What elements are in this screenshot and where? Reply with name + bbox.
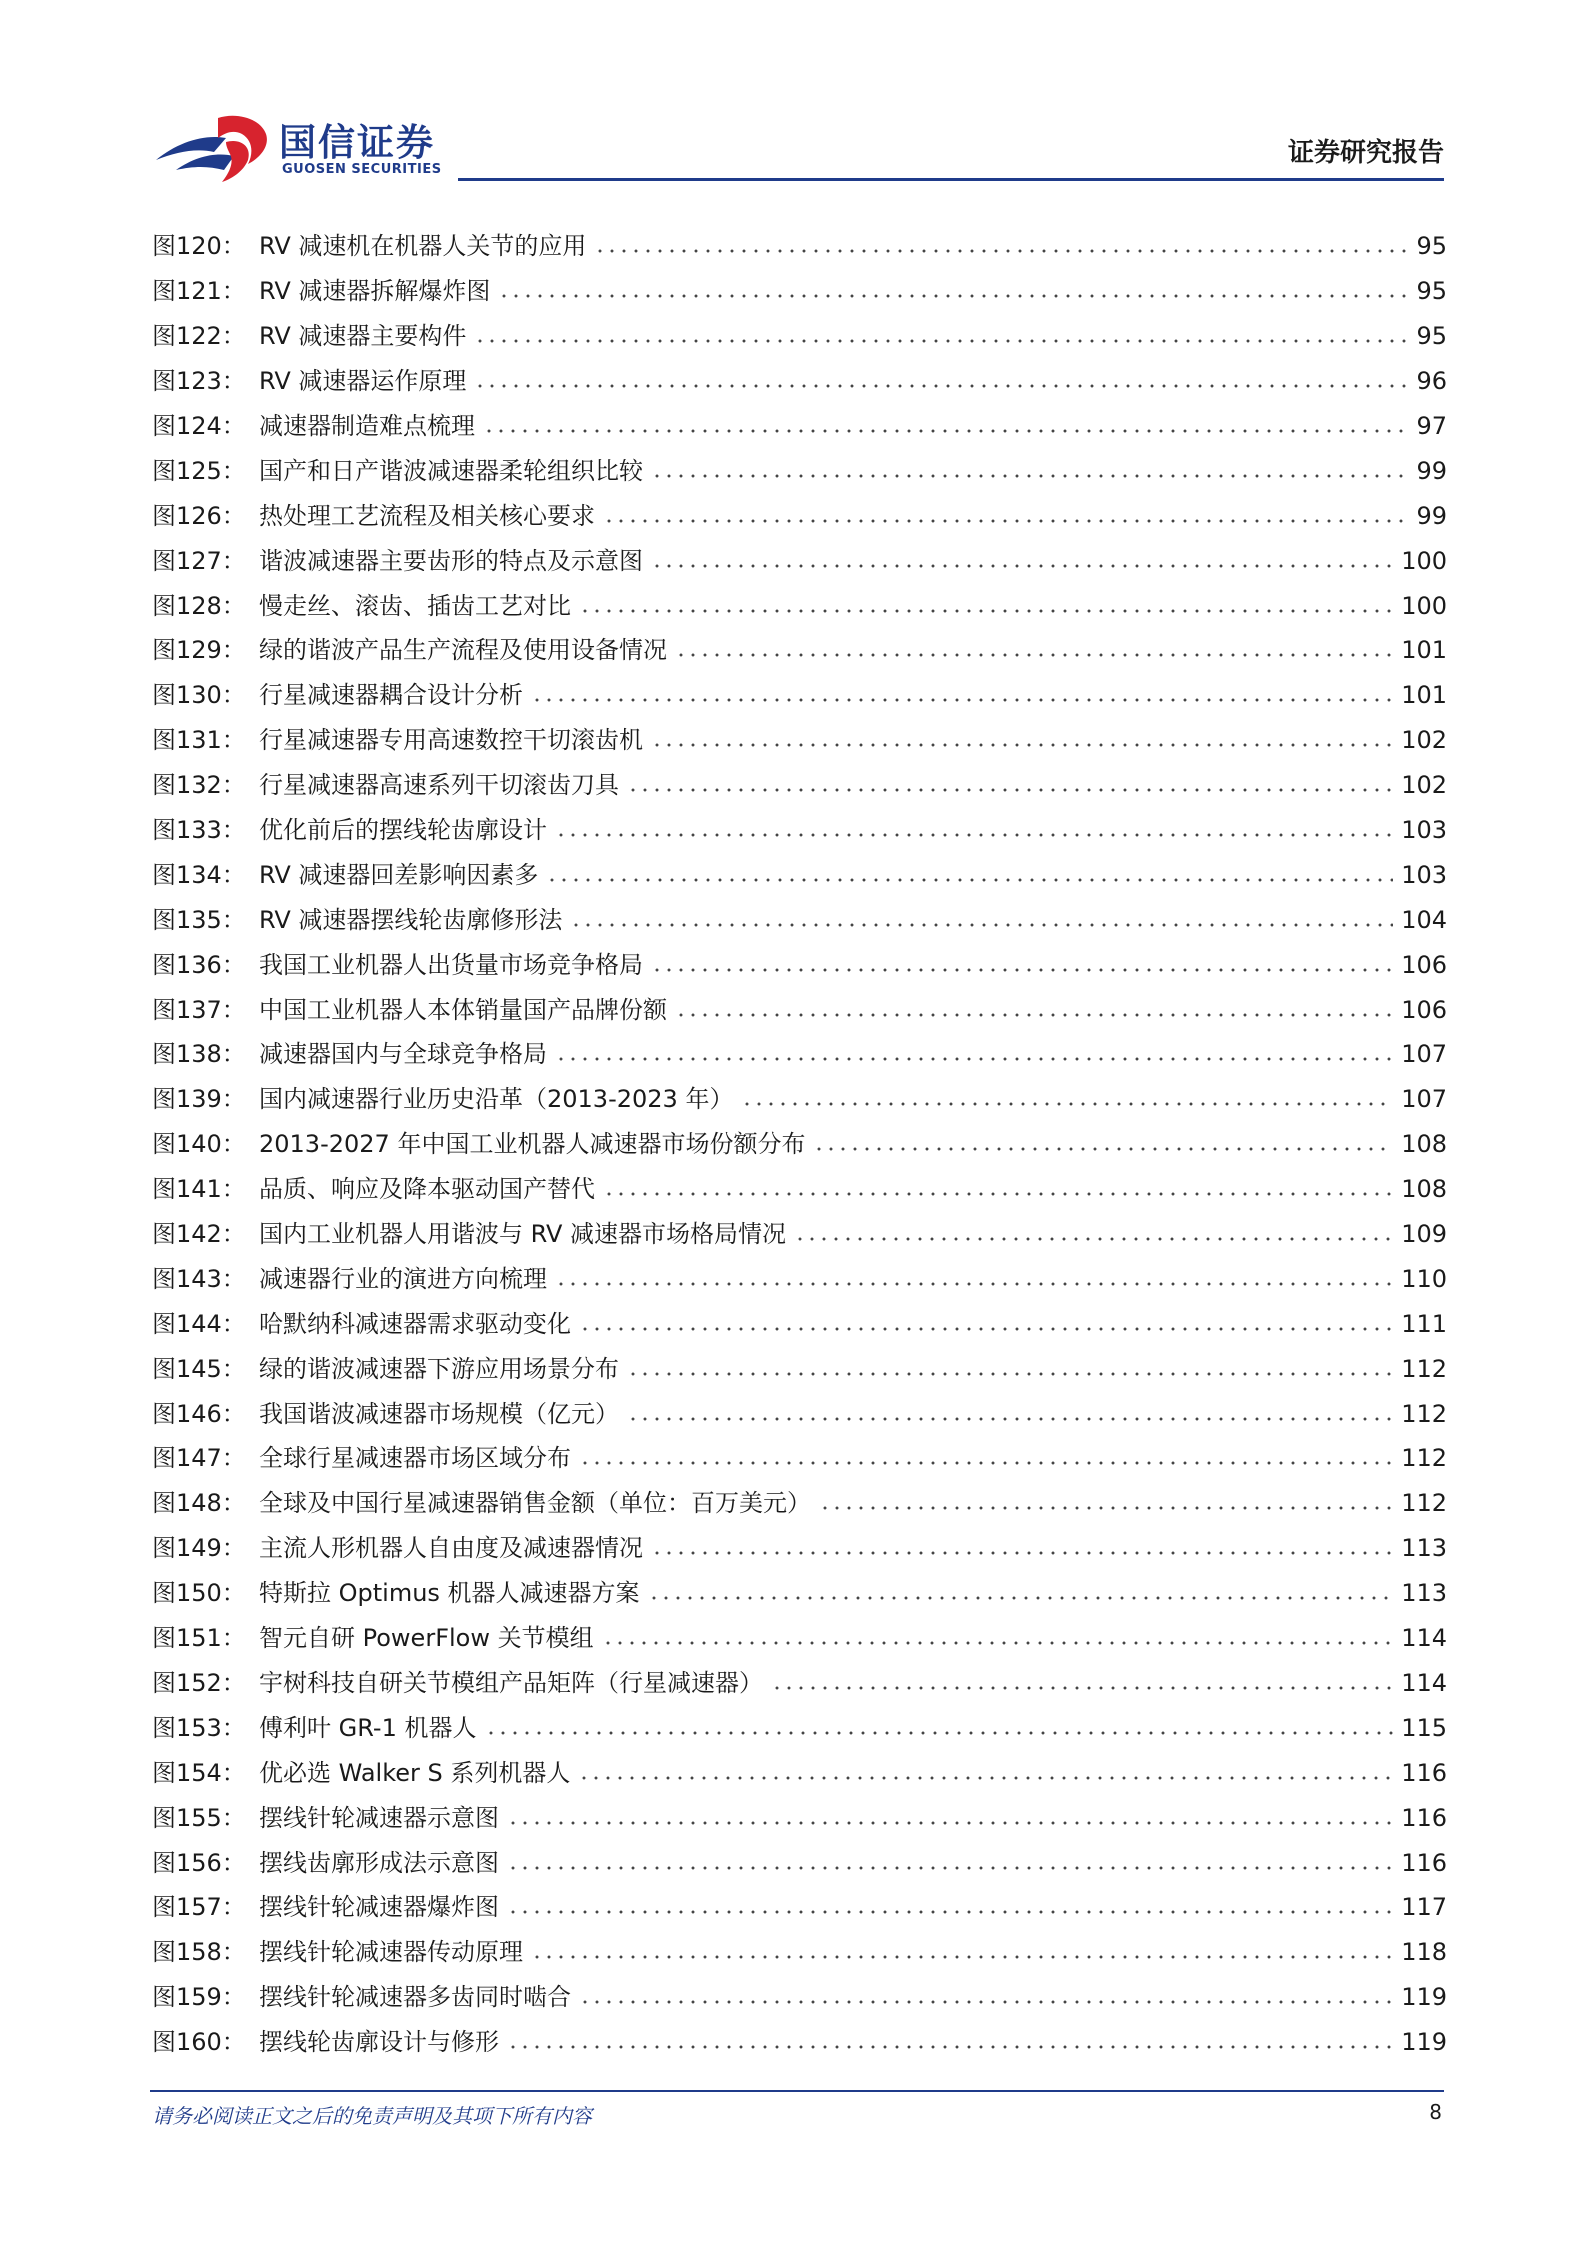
toc-entry[interactable] xyxy=(152,1571,1447,1616)
toc-entry[interactable] xyxy=(152,942,1447,987)
toc-entry-title: 宇树科技自研关节模组产品矩阵（行星减速器） xyxy=(259,1668,763,1697)
toc-entry[interactable] xyxy=(152,1122,1447,1167)
toc-entry-leader-dots xyxy=(498,293,1408,299)
toc-entry-label: 图120： xyxy=(152,232,246,261)
toc-entry-page: 108 xyxy=(1401,1130,1447,1159)
toc-entry-leader-dots xyxy=(555,832,1393,838)
logo-chinese-name: 国信证券 xyxy=(279,121,435,164)
toc-entry-page: 116 xyxy=(1401,1803,1447,1832)
toc-entry[interactable] xyxy=(152,1840,1447,1885)
toc-entry-page: 102 xyxy=(1401,726,1447,755)
toc-entry-leader-dots xyxy=(578,1775,1393,1781)
toc-entry-page: 114 xyxy=(1401,1668,1447,1697)
toc-entry[interactable] xyxy=(152,448,1447,493)
toc-entry-leader-dots xyxy=(648,1595,1394,1601)
toc-entry[interactable] xyxy=(152,628,1447,673)
toc-entry-page: 112 xyxy=(1401,1399,1447,1428)
toc-entry-label: 图138： xyxy=(152,1040,246,1069)
toc-entry-label: 图126： xyxy=(152,501,246,530)
toc-entry-title: 绿的谐波减速器下游应用场景分布 xyxy=(259,1354,619,1383)
toc-entry[interactable] xyxy=(152,852,1447,897)
toc-entry-leader-dots xyxy=(627,787,1393,793)
toc-entry-page: 97 xyxy=(1416,412,1447,440)
toc-entry-label: 图129： xyxy=(152,636,246,665)
toc-entry[interactable] xyxy=(152,1256,1447,1301)
toc-entry-title: 哈默纳科减速器需求驱动变化 xyxy=(259,1309,571,1338)
toc-entry-leader-dots xyxy=(579,1326,1393,1332)
toc-entry-leader-dots xyxy=(651,1550,1393,1556)
toc-entry-title: RV 减速器主要构件 xyxy=(259,322,467,351)
toc-entry-title: 国内工业机器人用谐波与 RV 减速器市场格局情况 xyxy=(259,1220,787,1249)
toc-entry-label: 图144： xyxy=(152,1309,246,1338)
toc-entry-title: 我国工业机器人出货量市场竞争格局 xyxy=(259,950,643,979)
toc-entry[interactable] xyxy=(152,718,1447,763)
toc-entry[interactable] xyxy=(152,269,1447,314)
toc-entry-leader-dots xyxy=(627,1416,1393,1422)
toc-entry-title: 摆线针轮减速器多齿同时啮合 xyxy=(259,1983,571,2012)
toc-entry-title: 减速器国内与全球竞争格局 xyxy=(259,1040,547,1069)
toc-entry-label: 图135： xyxy=(152,905,246,934)
toc-entry-page: 113 xyxy=(1401,1579,1447,1608)
toc-entry-title: RV 减速器拆解爆炸图 xyxy=(259,277,491,306)
toc-entry[interactable] xyxy=(152,897,1447,942)
toc-entry-title: 减速器行业的演进方向梳理 xyxy=(259,1264,547,1293)
toc-entry-leader-dots xyxy=(651,563,1393,569)
toc-entry-label: 图155： xyxy=(152,1803,246,1832)
toc-entry-page: 99 xyxy=(1416,456,1447,485)
toc-entry-label: 图156： xyxy=(152,1848,246,1877)
toc-entry-title: 国产和日产谐波减速器柔轮组织比较 xyxy=(259,456,643,485)
toc-entry-title: 行星减速器专用高速数控干切滚齿机 xyxy=(259,726,643,755)
toc-entry[interactable] xyxy=(152,1526,1447,1571)
toc-entry-leader-dots xyxy=(507,1909,1393,1915)
toc-entry-leader-dots xyxy=(555,1056,1393,1062)
toc-entry-leader-dots xyxy=(602,1640,1394,1646)
toc-entry-label: 图159： xyxy=(152,1983,246,2012)
toc-entry-leader-dots xyxy=(819,1505,1393,1511)
toc-entry[interactable] xyxy=(152,359,1447,404)
toc-entry[interactable] xyxy=(152,987,1447,1032)
toc-entry-page: 96 xyxy=(1416,367,1447,396)
toc-entry-page: 103 xyxy=(1401,860,1447,889)
toc-entry-leader-dots xyxy=(485,1730,1394,1736)
toc-entry-page: 114 xyxy=(1401,1624,1447,1653)
toc-entry-leader-dots xyxy=(651,967,1393,973)
toc-entry[interactable] xyxy=(152,1750,1447,1795)
toc-entry-title: RV 减速器运作原理 xyxy=(259,367,467,396)
toc-entry-label: 图123： xyxy=(152,367,246,396)
toc-entry[interactable] xyxy=(152,1032,1447,1077)
toc-entry-page: 95 xyxy=(1416,322,1447,351)
toc-entry-label: 图151： xyxy=(152,1624,246,1653)
toc-entry-leader-dots xyxy=(675,652,1393,658)
toc-entry-label: 图141： xyxy=(152,1175,246,1204)
toc-entry[interactable] xyxy=(152,1301,1447,1346)
toc-entry-label: 图127： xyxy=(152,546,246,575)
toc-entry-leader-dots xyxy=(651,473,1408,479)
toc-entry[interactable] xyxy=(152,404,1447,449)
toc-entry-label: 图137： xyxy=(152,995,246,1024)
toc-entry-title: RV 减速机在机器人关节的应用 xyxy=(259,232,587,261)
toc-entry-label: 图148： xyxy=(152,1489,246,1518)
toc-entry-title: 慢走丝、滚齿、插齿工艺对比 xyxy=(259,591,571,620)
toc-entry-page: 95 xyxy=(1416,232,1447,261)
toc-entry-leader-dots xyxy=(474,383,1408,389)
toc-entry-page: 102 xyxy=(1401,771,1447,800)
toc-entry-page: 113 xyxy=(1401,1534,1447,1563)
toc-entry-label: 图139： xyxy=(152,1085,246,1114)
toc-entry-title: 优化前后的摆线轮齿廓设计 xyxy=(259,816,547,845)
toc-entry-title: 热处理工艺流程及相关核心要求 xyxy=(259,501,595,530)
toc-entry-label: 图150： xyxy=(152,1579,246,1608)
toc-entry-label: 图145： xyxy=(152,1354,246,1383)
toc-entry-label: 图130： xyxy=(152,681,246,710)
toc-entry[interactable] xyxy=(152,1346,1447,1391)
toc-entry-page: 109 xyxy=(1401,1220,1447,1249)
toc-entry-page: 107 xyxy=(1401,1085,1447,1114)
toc-entry-leader-dots xyxy=(474,338,1408,344)
toc-entry[interactable] xyxy=(152,1705,1447,1750)
toc-entry-label: 图149： xyxy=(152,1534,246,1563)
toc-entry-page: 103 xyxy=(1401,816,1447,845)
toc-entry-leader-dots xyxy=(813,1146,1393,1152)
toc-entry[interactable] xyxy=(152,538,1447,583)
page-number: 8 xyxy=(1429,2100,1442,2124)
toc-entry-title: 优必选 Walker S 系列机器人 xyxy=(259,1758,571,1787)
toc-entry[interactable] xyxy=(152,1795,1447,1840)
toc-entry[interactable] xyxy=(152,2020,1447,2065)
toc-entry-title: 2013-2027 年中国工业机器人减速器市场份额分布 xyxy=(259,1130,806,1159)
toc-entry-page: 116 xyxy=(1401,1758,1447,1787)
toc-entry-label: 图153： xyxy=(152,1713,246,1742)
toc-entry[interactable] xyxy=(152,1975,1447,2020)
toc-entry[interactable] xyxy=(152,808,1447,853)
toc-entry-label: 图121： xyxy=(152,277,246,306)
figure-index-list xyxy=(152,224,1447,2065)
toc-entry-title: 傅利叶 GR-1 机器人 xyxy=(259,1713,477,1742)
toc-entry-label: 图136： xyxy=(152,950,246,979)
toc-entry[interactable] xyxy=(152,1616,1447,1661)
toc-entry-page: 119 xyxy=(1401,2028,1447,2057)
toc-entry-leader-dots xyxy=(675,1012,1393,1018)
toc-entry-leader-dots xyxy=(483,428,1408,434)
toc-entry-page: 108 xyxy=(1401,1175,1447,1204)
toc-entry-leader-dots xyxy=(579,608,1393,614)
toc-entry-leader-dots xyxy=(579,1999,1393,2005)
toc-entry-label: 图143： xyxy=(152,1264,246,1293)
toc-entry-page: 101 xyxy=(1401,636,1447,665)
toc-entry-title: 摆线针轮减速器示意图 xyxy=(259,1803,499,1832)
toc-entry-title: 全球及中国行星减速器销售金额（单位：百万美元） xyxy=(259,1489,811,1518)
toc-entry-label: 图152： xyxy=(152,1668,246,1697)
toc-entry-leader-dots xyxy=(603,1191,1393,1197)
toc-entry-leader-dots xyxy=(794,1236,1393,1242)
toc-entry-label: 图154： xyxy=(152,1758,246,1787)
toc-entry-title: 全球行星减速器市场区域分布 xyxy=(259,1444,571,1473)
toc-entry-title: 摆线针轮减速器传动原理 xyxy=(259,1938,523,1967)
toc-entry[interactable] xyxy=(152,314,1447,359)
toc-entry-page: 104 xyxy=(1401,905,1447,934)
toc-entry[interactable] xyxy=(152,1391,1447,1436)
toc-entry-label: 图146： xyxy=(152,1399,246,1428)
toc-entry-title: 行星减速器耦合设计分析 xyxy=(259,681,523,710)
toc-entry-page: 119 xyxy=(1401,1983,1447,2012)
toc-entry-leader-dots xyxy=(507,1865,1393,1871)
toc-entry-leader-dots xyxy=(579,1460,1393,1466)
toc-entry-page: 100 xyxy=(1401,546,1447,575)
toc-entry-title: 品质、响应及降本驱动国产替代 xyxy=(259,1175,595,1204)
toc-entry-label: 图131： xyxy=(152,726,246,755)
toc-entry-label: 图133： xyxy=(152,816,246,845)
toc-entry-title: 国内减速器行业历史沿革（2013-2023 年） xyxy=(259,1085,734,1114)
toc-entry-label: 图157： xyxy=(152,1893,246,1922)
toc-entry-leader-dots xyxy=(771,1685,1393,1691)
toc-entry-leader-dots xyxy=(603,518,1408,524)
toc-entry-label: 图122： xyxy=(152,322,246,351)
toc-entry-page: 100 xyxy=(1401,591,1447,620)
toc-entry-title: 摆线齿廓形成法示意图 xyxy=(259,1848,499,1877)
toc-entry[interactable] xyxy=(152,1212,1447,1257)
toc-entry[interactable] xyxy=(152,673,1447,718)
toc-entry-label: 图132： xyxy=(152,771,246,800)
guosen-logo-icon xyxy=(156,112,274,188)
toc-entry-leader-dots xyxy=(507,1820,1393,1826)
toc-entry-title: RV 减速器摆线轮齿廓修形法 xyxy=(259,905,563,934)
footer-divider xyxy=(150,2090,1444,2092)
toc-entry[interactable] xyxy=(152,1481,1447,1526)
toc-entry-page: 117 xyxy=(1401,1893,1447,1922)
toc-entry-page: 118 xyxy=(1401,1938,1447,1967)
toc-entry-label: 图158： xyxy=(152,1938,246,1967)
toc-entry-page: 112 xyxy=(1401,1444,1447,1473)
toc-entry[interactable] xyxy=(152,493,1447,538)
guosen-logo xyxy=(156,112,456,192)
toc-entry-title: RV 减速器回差影响因素多 xyxy=(259,860,539,889)
toc-entry-leader-dots xyxy=(507,2044,1393,2050)
toc-entry-label: 图147： xyxy=(152,1444,246,1473)
toc-entry-leader-dots xyxy=(531,1954,1393,1960)
toc-entry[interactable] xyxy=(152,1436,1447,1481)
toc-entry-title: 摆线轮齿廓设计与修形 xyxy=(259,2028,499,2057)
toc-entry-page: 115 xyxy=(1401,1713,1447,1742)
toc-entry-title: 摆线针轮减速器爆炸图 xyxy=(259,1893,499,1922)
toc-entry-leader-dots xyxy=(741,1101,1393,1107)
toc-entry[interactable] xyxy=(152,1077,1447,1122)
toc-entry-title: 我国谐波减速器市场规模（亿元） xyxy=(259,1399,619,1428)
toc-entry[interactable] xyxy=(152,1167,1447,1212)
toc-entry-title: 谐波减速器主要齿形的特点及示意图 xyxy=(259,546,643,575)
report-type-label: 证券研究报告 xyxy=(1287,138,1444,168)
toc-entry-label: 图134： xyxy=(152,860,246,889)
toc-entry[interactable] xyxy=(152,224,1447,269)
header-divider xyxy=(458,178,1444,181)
toc-entry-page: 106 xyxy=(1401,950,1447,979)
footer-disclaimer: 请务必阅读正文之后的免责声明及其项下所有内容 xyxy=(152,2104,592,2128)
toc-entry-page: 112 xyxy=(1401,1354,1447,1383)
toc-entry-leader-dots xyxy=(594,248,1408,254)
toc-entry-label: 图142： xyxy=(152,1220,246,1249)
logo-english-name: GUOSEN SECURITIES xyxy=(282,162,442,177)
toc-entry-title: 绿的谐波产品生产流程及使用设备情况 xyxy=(259,636,667,665)
toc-entry-leader-dots xyxy=(651,742,1393,748)
toc-entry-title: 行星减速器高速系列干切滚齿刀具 xyxy=(259,771,619,800)
toc-entry-page: 106 xyxy=(1401,995,1447,1024)
toc-entry-page: 116 xyxy=(1401,1848,1447,1877)
toc-entry-leader-dots xyxy=(546,877,1393,883)
toc-entry-label: 图140： xyxy=(152,1130,246,1159)
toc-entry[interactable] xyxy=(152,763,1447,808)
toc-entry-leader-dots xyxy=(570,922,1393,928)
toc-entry-page: 110 xyxy=(1401,1264,1447,1293)
toc-entry-page: 112 xyxy=(1401,1489,1447,1518)
toc-entry[interactable] xyxy=(152,1930,1447,1975)
toc-entry-page: 99 xyxy=(1416,501,1447,530)
toc-entry[interactable] xyxy=(152,1661,1447,1706)
toc-entry-title: 减速器制造难点梳理 xyxy=(259,412,475,440)
toc-entry-leader-dots xyxy=(627,1371,1393,1377)
toc-entry-page: 107 xyxy=(1401,1040,1447,1069)
toc-entry-label: 图160： xyxy=(152,2028,246,2057)
toc-entry-page: 101 xyxy=(1401,681,1447,710)
toc-entry-title: 智元自研 PowerFlow 关节模组 xyxy=(259,1624,594,1653)
toc-entry-label: 图125： xyxy=(152,456,246,485)
toc-entry-title: 主流人形机器人自由度及减速器情况 xyxy=(259,1534,643,1563)
toc-entry-label: 图124： xyxy=(152,412,246,440)
toc-entry[interactable] xyxy=(152,583,1447,628)
toc-entry[interactable] xyxy=(152,1885,1447,1930)
toc-entry-page: 95 xyxy=(1416,277,1447,306)
toc-entry-leader-dots xyxy=(531,697,1393,703)
toc-entry-page: 111 xyxy=(1401,1309,1447,1338)
toc-entry-title: 中国工业机器人本体销量国产品牌份额 xyxy=(259,995,667,1024)
toc-entry-leader-dots xyxy=(555,1281,1393,1287)
toc-entry-label: 图128： xyxy=(152,591,246,620)
toc-entry-title: 特斯拉 Optimus 机器人减速器方案 xyxy=(259,1579,640,1608)
